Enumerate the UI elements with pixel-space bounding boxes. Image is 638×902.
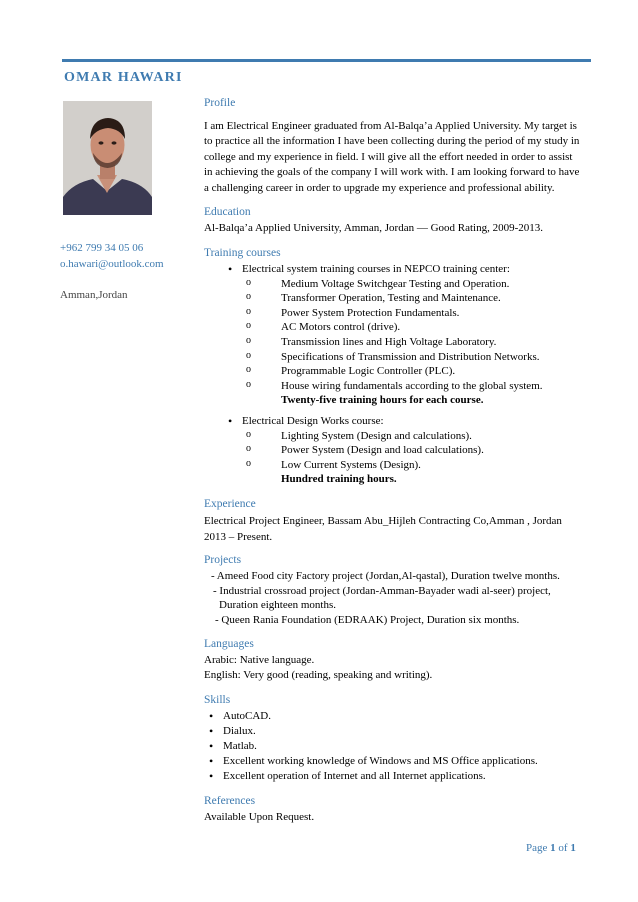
language-line: Arabic: Native language.: [204, 654, 315, 667]
nepco-course-list: [204, 277, 580, 394]
references-heading: References: [204, 795, 256, 808]
training-heading: Training courses: [204, 247, 281, 260]
current-page: 1: [550, 842, 556, 854]
list-item: • Excellent working knowledge of Windows and MS Office applications.: [204, 754, 580, 769]
candidate-name: OMAR HAWARI: [64, 70, 183, 85]
project-line: - Queen Rania Foundation (EDRAAK) Project, Duration six months.: [215, 613, 520, 626]
total-pages: 1: [570, 842, 576, 854]
list-item: o Transmission lines and High Voltage Laboratory.: [204, 335, 580, 350]
languages-heading: Languages: [204, 638, 254, 651]
education-text: Al-Balqa’a Applied University, Amman, Jordan — Good Rating, 2009-2013.: [204, 222, 544, 235]
list-item: o Programmable Logic Controller (PLC).: [204, 364, 580, 379]
design-course-list: [204, 429, 580, 473]
list-item: o Specifications of Transmission and Distribution Networks.: [204, 350, 580, 365]
list-item: • Dialux.: [204, 724, 580, 739]
contact-block: [60, 240, 164, 303]
list-item: o Power System Protection Fundamentals.: [204, 306, 580, 321]
list-item: o Power System (Design and load calculations).: [204, 443, 580, 458]
list-item: • Matlab.: [204, 739, 580, 754]
of-word: of: [558, 842, 568, 854]
profile-heading: Profile: [204, 97, 236, 109]
project-line: Duration eighteen months.: [219, 599, 337, 612]
list-item: • Excellent operation of Internet and all Internet applications.: [204, 769, 580, 784]
page-number: [526, 842, 576, 854]
projects-heading: Projects: [204, 553, 242, 566]
profile-text: I am Electrical Engineer graduated from Al-Balqa’a Applied University. My target is to practice all the information I have been collecting during the period of my study in college and my experience in field. I will give all the effort needed in order to assist in achieving the goals of the company I will work with. I am looking forward to have a challenging career in order to upgrade my experience and professional ability.: [204, 120, 580, 194]
project-line: - Industrial crossroad project (Jordan-Amman-Bayader wadi al-seer) project,: [213, 584, 551, 597]
list-item: o Transformer Operation, Testing and Maintenance.: [204, 291, 580, 306]
experience-heading: Experience: [204, 497, 256, 510]
list-item: • AutoCAD.: [204, 709, 580, 724]
list-item: o Low Current Systems (Design).: [204, 458, 580, 473]
training-hours-note: Twenty-five training hours for each course.: [281, 394, 484, 407]
header-rule: [62, 59, 591, 62]
training-group-label: • Electrical Design Works course:: [204, 414, 580, 429]
skills-heading: Skills: [204, 694, 231, 707]
list-item: o House wiring fundamentals according to the global system.: [204, 379, 580, 394]
list-item: o Lighting System (Design and calculations).: [204, 429, 580, 444]
education-heading: Education: [204, 206, 251, 219]
skills-list: [204, 709, 580, 784]
experience-text: Electrical Project Engineer, Bassam Abu_Hijleh Contracting Co,Amman , Jordan 2013 – Present.: [204, 514, 562, 543]
project-line: - Ameed Food city Factory project (Jordan,Al-qastal), Duration twelve months.: [211, 569, 560, 582]
training-list: [204, 414, 580, 429]
language-line: English: Very good (reading, speaking and writing).: [204, 669, 433, 682]
references-text: Available Upon Request.: [204, 811, 315, 824]
email-link[interactable]: o.hawari@outlook.com: [60, 258, 164, 270]
address: Amman,Jordan: [60, 289, 128, 301]
resume-body: [204, 96, 580, 825]
phone-number: +962 799 34 05 06: [60, 242, 144, 254]
page-word: Page: [526, 842, 548, 854]
training-group-label: • Electrical system training courses in NEPCO training center:: [204, 262, 580, 277]
list-item: o AC Motors control (drive).: [204, 320, 580, 335]
profile-photo: [63, 101, 152, 215]
training-list: [204, 262, 580, 277]
list-item: o Medium Voltage Switchgear Testing and Operation.: [204, 277, 580, 292]
training-hours-note: Hundred training hours.: [281, 473, 397, 486]
